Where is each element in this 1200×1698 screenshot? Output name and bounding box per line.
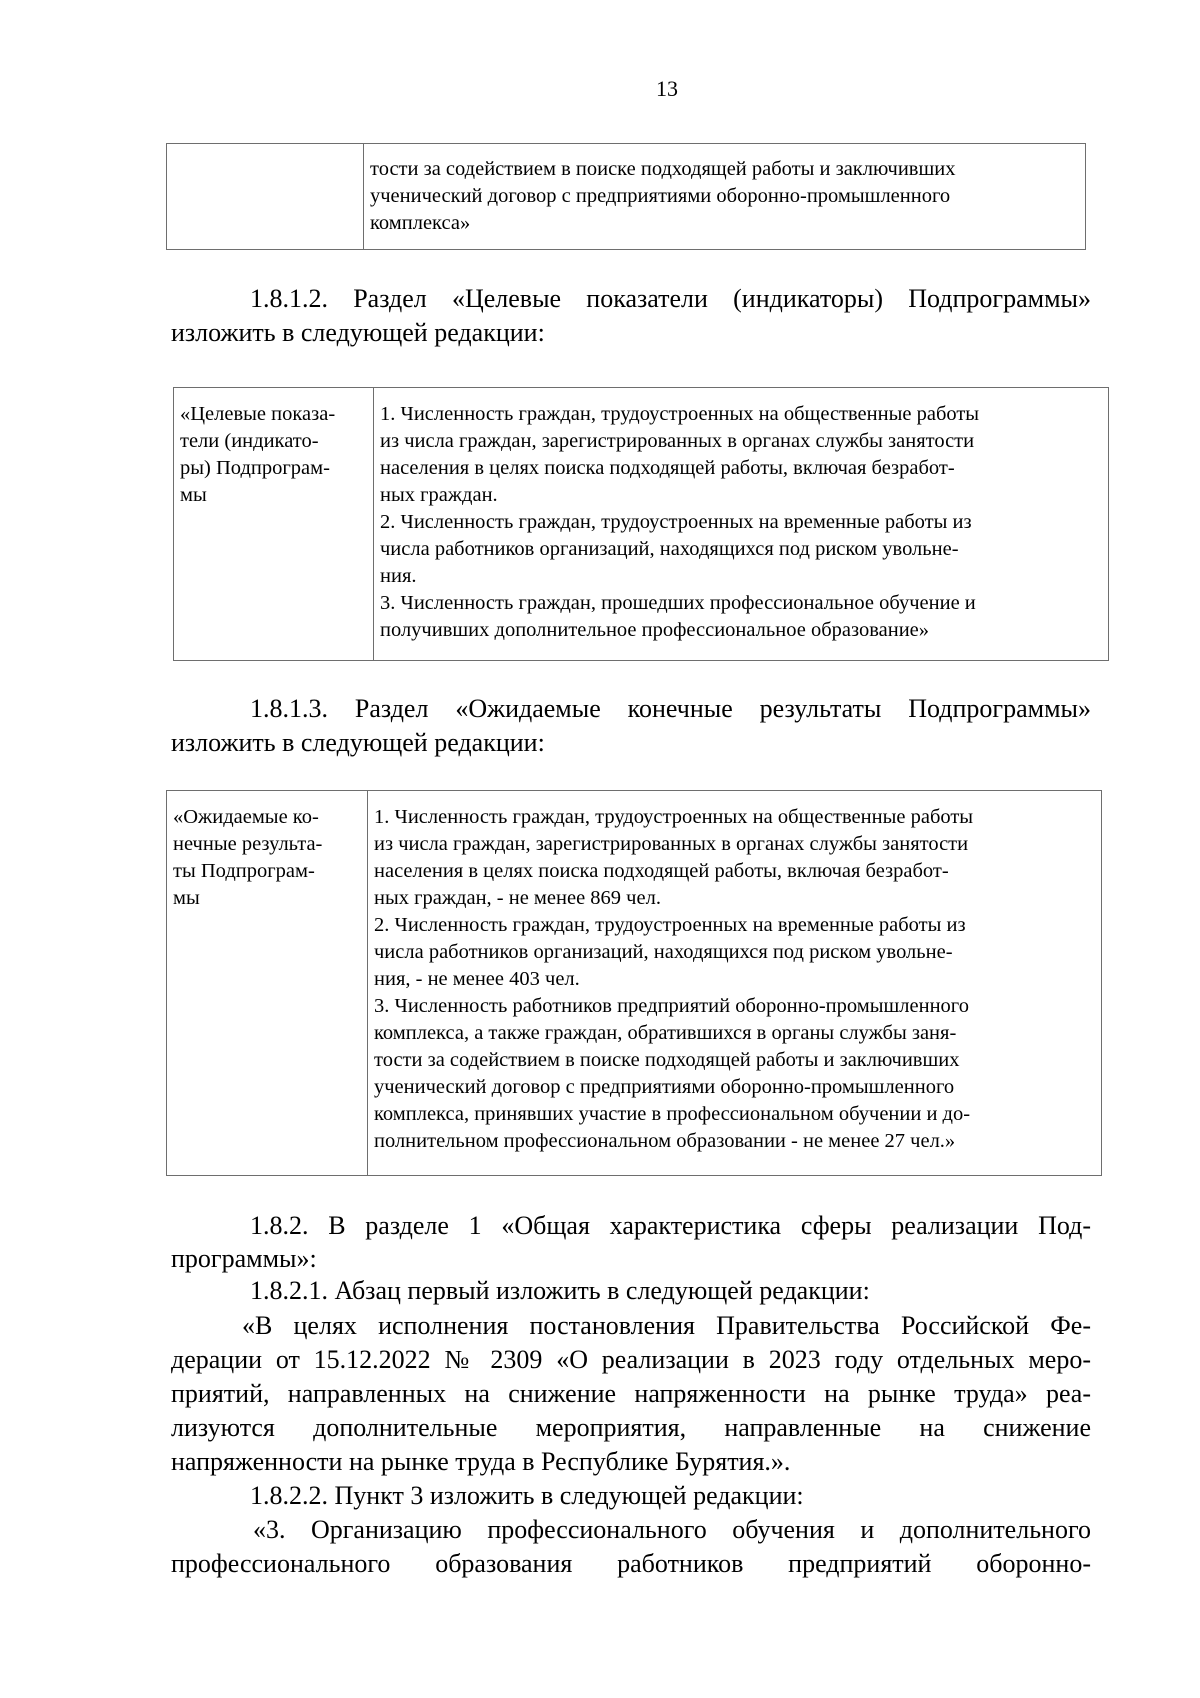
paragraph-line: приятий, направленных на снижение напряженности на рынке труда» реа- bbox=[171, 1379, 1091, 1408]
table-row bbox=[174, 388, 1109, 661]
cell-line: 3. Численность работников предприятий оборонно-промышленного bbox=[374, 995, 969, 1017]
cell-line: нечные результа- bbox=[173, 833, 323, 855]
cell-line: из числа граждан, зарегистрированных в органах службы занятости bbox=[380, 430, 975, 452]
cell-line: мы bbox=[180, 484, 207, 506]
cell-line: числа работников организаций, находящихся под риском увольне- bbox=[380, 538, 959, 560]
cell-line: 1. Численность граждан, трудоустроенных на общественные работы bbox=[374, 806, 974, 828]
cell-line: населения в целях поиска подходящей работы, включая безработ- bbox=[374, 860, 949, 882]
cell-line: получивших дополнительное профессиональное образование» bbox=[380, 619, 930, 641]
table-cell-content bbox=[364, 144, 1086, 250]
cell-line: ных граждан, - не менее 869 чел. bbox=[374, 887, 661, 909]
section-heading-1813-cont: изложить в следующей редакции: bbox=[171, 728, 545, 757]
cell-line: «Ожидаемые ко- bbox=[173, 806, 319, 828]
cell-line: 2. Численность граждан, трудоустроенных на временные работы из bbox=[374, 914, 966, 936]
cell-line: из числа граждан, зарегистрированных в органах службы занятости bbox=[374, 833, 969, 855]
cell-line: населения в целях поиска подходящей работы, включая безработ- bbox=[380, 457, 955, 479]
paragraph-line: 1.8.2.2. Пункт 3 изложить в следующей редакции: bbox=[250, 1481, 804, 1510]
paragraph-line: программы»: bbox=[171, 1244, 317, 1273]
paragraph-line: «3. Организацию профессионального обучения и дополнительного bbox=[253, 1515, 1091, 1544]
paragraph-line: профессионального образования работников предприятий оборонно- bbox=[171, 1549, 1091, 1578]
continuation-table bbox=[166, 143, 1086, 250]
table-cell-content bbox=[374, 388, 1109, 661]
cell-line: ных граждан. bbox=[380, 484, 498, 506]
section-heading-1813: 1.8.1.3. Раздел «Ожидаемые конечные результаты Подпрограммы» bbox=[250, 694, 1091, 723]
table-cell-label bbox=[167, 144, 364, 250]
cell-line: полнительном профессиональном образовании - не менее 27 чел.» bbox=[374, 1130, 956, 1152]
table-cell-content bbox=[368, 791, 1102, 1176]
cell-line: ты Подпрограм- bbox=[173, 860, 315, 882]
cell-line: мы bbox=[173, 887, 200, 909]
cell-line: комплекса, принявших участие в профессиональном обучении и до- bbox=[374, 1103, 971, 1125]
page-number: 13 bbox=[656, 76, 678, 101]
paragraph-line: «В целях исполнения постановления Правительства Российской Фе- bbox=[242, 1311, 1091, 1340]
paragraph-line: 1.8.2.1. Абзац первый изложить в следующей редакции: bbox=[250, 1276, 870, 1305]
table-cell-label bbox=[167, 791, 368, 1176]
target-indicators-table bbox=[173, 387, 1109, 661]
cell-line: ры) Подпрограм- bbox=[180, 457, 330, 479]
paragraph-line: лизуются дополнительные мероприятия, направленные на снижение bbox=[171, 1413, 1091, 1442]
paragraph-line: напряженности на рынке труда в Республике Бурятия.». bbox=[171, 1447, 791, 1476]
table-row bbox=[167, 144, 1086, 250]
section-heading-1812: 1.8.1.2. Раздел «Целевые показатели (индикаторы) Подпрограммы» bbox=[250, 284, 1091, 313]
cell-line: 2. Численность граждан, трудоустроенных на временные работы из bbox=[380, 511, 972, 533]
cell-line: 1. Численность граждан, трудоустроенных на общественные работы bbox=[380, 403, 980, 425]
expected-results-table bbox=[166, 790, 1102, 1176]
cell-line: комплекса, а также граждан, обратившихся в органы службы заня- bbox=[374, 1022, 957, 1044]
cell-line: тости за содействием в поиске подходящей работы и заключивших bbox=[374, 1049, 960, 1071]
cell-line: 3. Численность граждан, прошедших профессиональное обучение и bbox=[380, 592, 976, 614]
cell-line: ния. bbox=[380, 565, 417, 587]
cell-line: «Целевые показа- bbox=[180, 403, 336, 425]
cell-line: ученический договор с предприятиями оборонно-промышленного bbox=[370, 185, 951, 207]
cell-line: ученический договор с предприятиями оборонно-промышленного bbox=[374, 1076, 955, 1098]
cell-line: числа работников организаций, находящихся под риском увольне- bbox=[374, 941, 953, 963]
paragraph-line: дерации от 15.12.2022 № 2309 «О реализации в 2023 году отдельных меро- bbox=[171, 1345, 1091, 1374]
paragraph-line: 1.8.2. В разделе 1 «Общая характеристика сферы реализации Под- bbox=[250, 1211, 1091, 1240]
cell-line: комплекса» bbox=[370, 212, 471, 234]
table-cell-label bbox=[174, 388, 374, 661]
cell-line: тели (индикато- bbox=[180, 430, 319, 452]
cell-line: тости за содействием в поиске подходящей работы и заключивших bbox=[370, 158, 956, 180]
section-heading-1812-cont: изложить в следующей редакции: bbox=[171, 318, 545, 347]
cell-line: ния, - не менее 403 чел. bbox=[374, 968, 580, 990]
table-row bbox=[167, 791, 1102, 1176]
